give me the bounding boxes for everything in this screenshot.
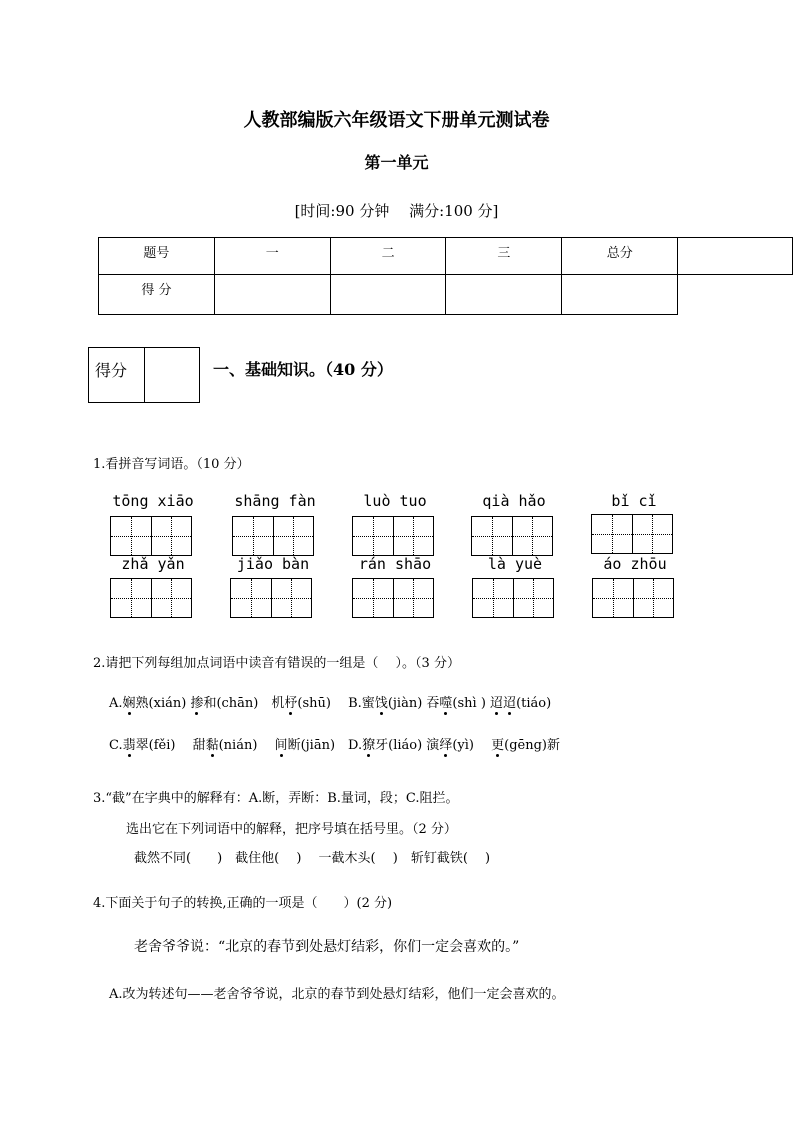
- question-2-option-a-b: [109, 692, 551, 711]
- pinyin-label: áo zhōu: [603, 555, 667, 573]
- blank-cell: [678, 238, 793, 275]
- text-segment: 机: [271, 696, 285, 711]
- writing-grid[interactable]: [110, 516, 192, 556]
- question-2-option-c-d: [109, 734, 560, 753]
- dotted-character: 饯: [374, 696, 388, 711]
- writing-grid[interactable]: [592, 578, 674, 618]
- dotted-character: 绎: [439, 738, 453, 753]
- section-heading: 一、基础知识。（40 分）: [213, 360, 393, 379]
- pinyin-label: jiǎo bàn: [236, 555, 310, 573]
- pinyin-label: rán shāo: [358, 555, 432, 573]
- header-cell: 二: [330, 238, 446, 275]
- dotted-character: 娴: [122, 696, 136, 711]
- question-3-items: 截然不同( ) 截住他( ) 一截木头( ) 斩钉截铁( ): [134, 851, 491, 866]
- text-segment: 翠(fěi) 甜: [135, 738, 206, 753]
- text-segment: A.: [109, 696, 123, 711]
- writing-grid[interactable]: [110, 578, 192, 618]
- question-3-instruction: 选出它在下列词语中的解释，把序号填在括号里。（2 分）: [126, 822, 457, 837]
- dotted-character: 迢: [490, 696, 504, 711]
- dotted-character: 掺: [190, 696, 204, 711]
- section-score-label: 得分: [95, 361, 128, 380]
- pinyin-label: tōng xiāo: [112, 492, 194, 510]
- header-cell: 总分: [562, 238, 678, 275]
- text-segment: (yì): [452, 738, 492, 753]
- text-segment: (gēng)新: [504, 738, 560, 753]
- text-segment: 熟(xián): [135, 696, 191, 711]
- pinyin-label: shāng fàn: [234, 492, 316, 510]
- score-cell[interactable]: [446, 275, 562, 315]
- header-cell: 一: [214, 238, 330, 275]
- writing-grid[interactable]: [471, 516, 553, 556]
- score-label: 得 分: [99, 275, 215, 315]
- pinyin-label: zhǎ yǎn: [121, 555, 185, 573]
- question-4-option-a: A.改为转述句——老舍爷爷说，北京的春节到处悬灯结彩，他们一定会喜欢的。: [109, 987, 565, 1002]
- score-cell[interactable]: [214, 275, 330, 315]
- score-cell[interactable]: [562, 275, 678, 315]
- writing-grid[interactable]: [352, 578, 434, 618]
- unit-title: 第一单元: [364, 153, 429, 172]
- question-4-quote: 老舍爷爷说：“北京的春节到处悬灯结彩，你们一定会喜欢的。”: [134, 939, 520, 955]
- question-2: 2.请把下列每组加点词语中读音有错误的一组是（ ）。（3 分）: [93, 656, 460, 671]
- dotted-character: 迢: [503, 696, 517, 711]
- dotted-character: 更: [491, 738, 505, 753]
- score-cell[interactable]: [330, 275, 446, 315]
- score-row: [99, 275, 793, 315]
- question-4: 4.下面关于句子的转换,正确的一项是（ ）(2 分): [93, 896, 393, 911]
- empty: [678, 275, 793, 315]
- dotted-character: 杼: [284, 696, 298, 711]
- exam-title: 人教部编版六年级语文下册单元测试卷: [243, 110, 550, 131]
- score-table: [98, 237, 793, 315]
- text-segment: (nián): [218, 738, 275, 753]
- text-segment: 断(jiān) D.: [287, 738, 363, 753]
- question-1: 1.看拼音写词语。（10 分）: [93, 457, 250, 472]
- question-3: 3.“截”在字典中的解释有：A.断，弄断：B.量词，段；C.阻拦。: [93, 791, 459, 806]
- writing-grid[interactable]: [352, 516, 434, 556]
- dotted-character: 翡: [122, 738, 136, 753]
- text-segment: (jiàn) 吞: [387, 696, 440, 711]
- dotted-character: 獠: [362, 738, 376, 753]
- dotted-character: 间: [274, 738, 288, 753]
- pinyin-label: luò tuo: [363, 492, 427, 510]
- pinyin-label: là yuè: [487, 555, 543, 573]
- header-cell: 三: [446, 238, 562, 275]
- dotted-character: 黏: [205, 738, 219, 753]
- header-cell: 题号: [99, 238, 215, 275]
- text-segment: 牙(liáo) 演: [375, 738, 440, 753]
- text-segment: (shì ): [452, 696, 491, 711]
- dotted-character: 噬: [439, 696, 453, 711]
- writing-grid[interactable]: [591, 514, 673, 554]
- pinyin-label: bǐ cǐ: [611, 492, 657, 510]
- writing-grid[interactable]: [472, 578, 554, 618]
- text-segment: (shū) B.蜜: [297, 696, 375, 711]
- pinyin-label: qià hǎo: [482, 492, 546, 510]
- text-segment: 和(chān): [203, 696, 272, 711]
- text-segment: C.: [109, 738, 123, 753]
- divider: [144, 348, 145, 402]
- time-info: [时间:90 分钟 满分:100 分]: [294, 202, 499, 220]
- section-score-box: [88, 347, 200, 403]
- writing-grid[interactable]: [230, 578, 312, 618]
- score-header-row: [99, 238, 793, 275]
- text-segment: (tiáo): [516, 696, 552, 711]
- writing-grid[interactable]: [232, 516, 314, 556]
